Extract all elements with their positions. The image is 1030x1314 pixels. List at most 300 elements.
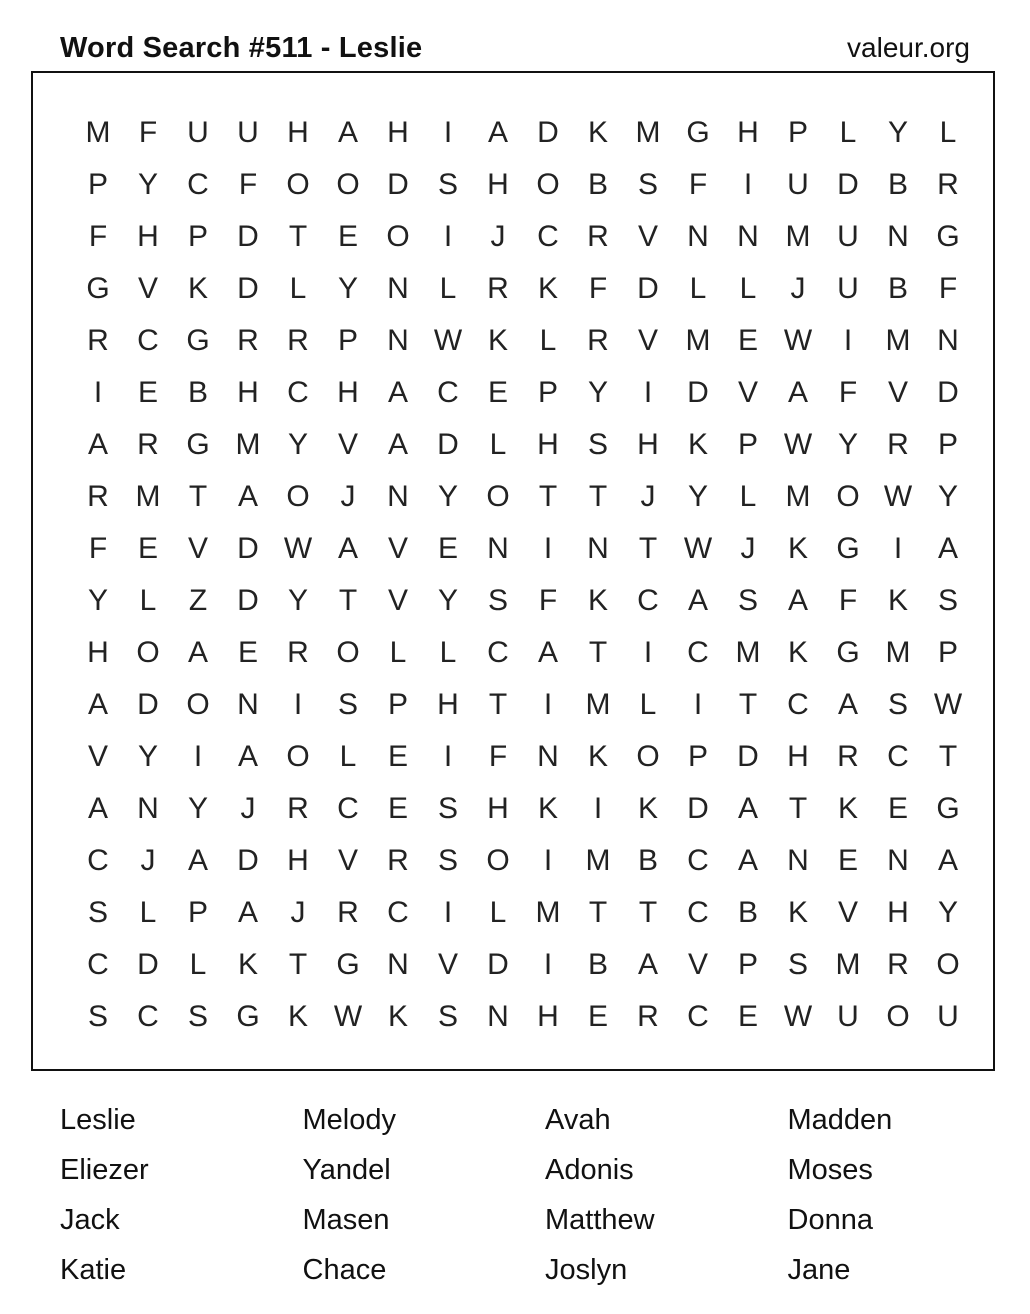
grid-cell[interactable]: P — [187, 896, 208, 929]
grid-cell[interactable]: A — [187, 844, 208, 877]
grid-cell[interactable]: L — [739, 480, 757, 513]
grid-cell[interactable]: P — [787, 116, 808, 149]
grid-cell[interactable]: L — [539, 324, 557, 357]
grid-cell[interactable]: H — [437, 688, 459, 721]
grid-cell[interactable]: N — [787, 844, 809, 877]
grid-cell[interactable]: D — [237, 584, 259, 617]
grid-cell[interactable]: T — [588, 480, 608, 513]
grid-cell[interactable]: U — [837, 220, 859, 253]
grid-cell[interactable]: R — [837, 740, 859, 773]
grid-cell[interactable]: B — [587, 168, 608, 201]
grid-cell[interactable]: Y — [287, 584, 308, 617]
grid-cell[interactable]: S — [87, 896, 108, 929]
grid-cell[interactable]: S — [437, 168, 458, 201]
grid-cell[interactable]: A — [337, 532, 358, 565]
grid-cell[interactable]: Y — [187, 792, 208, 825]
grid-cell[interactable]: F — [238, 168, 258, 201]
grid-cell[interactable]: O — [936, 948, 960, 981]
grid-cell[interactable]: P — [187, 220, 208, 253]
grid-cell[interactable]: N — [887, 844, 909, 877]
grid-cell[interactable]: C — [187, 168, 209, 201]
grid-cell[interactable]: A — [487, 116, 508, 149]
grid-cell[interactable]: C — [637, 584, 659, 617]
grid-cell[interactable]: R — [287, 636, 309, 669]
grid-cell[interactable]: L — [489, 428, 507, 461]
grid-cell[interactable]: G — [936, 792, 960, 825]
grid-cell[interactable]: D — [237, 220, 259, 253]
grid-cell[interactable]: K — [587, 740, 608, 773]
grid-cell[interactable]: A — [337, 116, 358, 149]
grid-cell[interactable]: F — [538, 584, 558, 617]
grid-cell[interactable]: Y — [437, 480, 458, 513]
grid-cell[interactable]: O — [486, 844, 510, 877]
grid-cell[interactable]: M — [235, 428, 261, 461]
grid-cell[interactable]: Y — [287, 428, 308, 461]
grid-cell[interactable]: T — [588, 636, 608, 669]
grid-cell[interactable]: C — [437, 376, 459, 409]
grid-cell[interactable]: A — [87, 688, 108, 721]
grid-cell[interactable]: I — [743, 168, 753, 201]
grid-cell[interactable]: A — [387, 428, 408, 461]
grid-cell[interactable]: I — [443, 740, 453, 773]
grid-cell[interactable]: S — [187, 1000, 208, 1033]
grid-cell[interactable]: M — [85, 116, 111, 149]
grid-cell[interactable]: H — [637, 428, 659, 461]
grid-cell[interactable]: H — [137, 220, 159, 253]
grid-cell[interactable]: G — [186, 428, 210, 461]
grid-cell[interactable]: L — [189, 948, 207, 981]
grid-cell[interactable]: N — [937, 324, 959, 357]
grid-cell[interactable]: K — [237, 948, 258, 981]
grid-cell[interactable]: K — [537, 792, 558, 825]
grid-cell[interactable]: R — [337, 896, 359, 929]
grid-cell[interactable]: R — [87, 324, 109, 357]
grid-cell[interactable]: C — [337, 792, 359, 825]
grid-cell[interactable]: I — [443, 896, 453, 929]
grid-cell[interactable]: P — [87, 168, 108, 201]
grid-cell[interactable]: S — [437, 844, 458, 877]
grid-cell[interactable]: O — [286, 740, 310, 773]
grid-cell[interactable]: N — [387, 948, 409, 981]
grid-cell[interactable]: V — [637, 220, 658, 253]
grid-cell[interactable]: C — [387, 896, 409, 929]
grid-cell[interactable]: Y — [587, 376, 608, 409]
grid-cell[interactable]: L — [439, 272, 457, 305]
grid-cell[interactable]: E — [137, 532, 158, 565]
grid-cell[interactable]: J — [240, 792, 256, 825]
grid-cell[interactable]: T — [538, 480, 558, 513]
grid-cell[interactable]: L — [289, 272, 307, 305]
grid-cell[interactable]: H — [287, 116, 309, 149]
grid-cell[interactable]: P — [737, 428, 758, 461]
grid-cell[interactable]: F — [838, 376, 858, 409]
grid-cell[interactable]: A — [187, 636, 208, 669]
grid-cell[interactable]: S — [87, 1000, 108, 1033]
grid-cell[interactable]: O — [486, 480, 510, 513]
grid-cell[interactable]: S — [437, 1000, 458, 1033]
grid-cell[interactable]: D — [137, 948, 159, 981]
grid-cell[interactable]: H — [287, 844, 309, 877]
grid-cell[interactable]: K — [387, 1000, 408, 1033]
grid-cell[interactable]: I — [843, 324, 853, 357]
grid-cell[interactable]: H — [387, 116, 409, 149]
grid-cell[interactable]: G — [836, 532, 860, 565]
grid-cell[interactable]: I — [893, 532, 903, 565]
grid-cell[interactable]: W — [783, 428, 813, 461]
grid-cell[interactable]: C — [137, 1000, 159, 1033]
grid-cell[interactable]: G — [836, 636, 860, 669]
grid-cell[interactable]: I — [443, 116, 453, 149]
grid-cell[interactable]: L — [439, 636, 457, 669]
grid-cell[interactable]: E — [137, 376, 158, 409]
grid-cell[interactable]: Y — [937, 480, 958, 513]
grid-cell[interactable]: L — [839, 116, 857, 149]
grid-cell[interactable]: I — [193, 740, 203, 773]
grid-cell[interactable]: K — [487, 324, 508, 357]
grid-cell[interactable]: R — [137, 428, 159, 461]
grid-cell[interactable]: V — [337, 844, 358, 877]
grid-cell[interactable]: A — [737, 792, 758, 825]
grid-cell[interactable]: J — [640, 480, 656, 513]
grid-cell[interactable]: G — [236, 1000, 260, 1033]
grid-cell[interactable]: N — [887, 220, 909, 253]
grid-cell[interactable]: D — [237, 272, 259, 305]
grid-cell[interactable]: E — [237, 636, 258, 669]
grid-cell[interactable]: R — [587, 220, 609, 253]
grid-cell[interactable]: U — [937, 1000, 959, 1033]
grid-cell[interactable]: U — [187, 116, 209, 149]
grid-cell[interactable]: C — [537, 220, 559, 253]
grid-cell[interactable]: W — [433, 324, 463, 357]
grid-cell[interactable]: M — [785, 480, 811, 513]
grid-cell[interactable]: P — [737, 948, 758, 981]
grid-cell[interactable]: O — [836, 480, 860, 513]
grid-cell[interactable]: A — [237, 740, 258, 773]
grid-cell[interactable]: S — [937, 584, 958, 617]
grid-cell[interactable]: C — [687, 896, 709, 929]
grid-cell[interactable]: D — [387, 168, 409, 201]
grid-cell[interactable]: C — [87, 844, 109, 877]
grid-cell[interactable]: A — [787, 584, 808, 617]
grid-cell[interactable]: R — [887, 428, 909, 461]
grid-cell[interactable]: K — [837, 792, 858, 825]
grid-cell[interactable]: I — [543, 532, 553, 565]
grid-cell[interactable]: E — [737, 324, 758, 357]
grid-cell[interactable]: P — [337, 324, 358, 357]
grid-cell[interactable]: K — [587, 116, 608, 149]
grid-cell[interactable]: V — [737, 376, 758, 409]
grid-cell[interactable]: G — [336, 948, 360, 981]
grid-cell[interactable]: D — [937, 376, 959, 409]
grid-cell[interactable]: T — [338, 584, 358, 617]
grid-cell[interactable]: W — [333, 1000, 363, 1033]
grid-cell[interactable]: L — [339, 740, 357, 773]
grid-cell[interactable]: O — [286, 168, 310, 201]
grid-cell[interactable]: Y — [687, 480, 708, 513]
grid-cell[interactable]: A — [87, 792, 108, 825]
grid-cell[interactable]: C — [887, 740, 909, 773]
grid-cell[interactable]: C — [137, 324, 159, 357]
grid-cell[interactable]: T — [738, 688, 758, 721]
grid-cell[interactable]: D — [637, 272, 659, 305]
grid-cell[interactable]: G — [936, 220, 960, 253]
grid-cell[interactable]: A — [387, 376, 408, 409]
grid-cell[interactable]: G — [186, 324, 210, 357]
grid-cell[interactable]: I — [643, 376, 653, 409]
grid-cell[interactable]: D — [237, 532, 259, 565]
grid-cell[interactable]: T — [638, 896, 658, 929]
grid-cell[interactable]: A — [787, 376, 808, 409]
grid-cell[interactable]: K — [687, 428, 708, 461]
grid-cell[interactable]: W — [783, 324, 813, 357]
grid-cell[interactable]: O — [886, 1000, 910, 1033]
grid-cell[interactable]: Y — [87, 584, 108, 617]
grid-cell[interactable]: T — [788, 792, 808, 825]
grid-cell[interactable]: B — [637, 844, 658, 877]
grid-cell[interactable]: V — [887, 376, 908, 409]
grid-cell[interactable]: A — [237, 896, 258, 929]
grid-cell[interactable]: R — [887, 948, 909, 981]
grid-cell[interactable]: K — [887, 584, 908, 617]
grid-cell[interactable]: R — [587, 324, 609, 357]
grid-cell[interactable]: J — [490, 220, 506, 253]
grid-cell[interactable]: N — [387, 324, 409, 357]
grid-cell[interactable]: B — [187, 376, 208, 409]
grid-cell[interactable]: H — [537, 428, 559, 461]
grid-cell[interactable]: D — [737, 740, 759, 773]
grid-cell[interactable]: L — [689, 272, 707, 305]
grid-cell[interactable]: S — [587, 428, 608, 461]
grid-cell[interactable]: P — [387, 688, 408, 721]
grid-cell[interactable]: V — [837, 896, 858, 929]
grid-cell[interactable]: I — [593, 792, 603, 825]
grid-cell[interactable]: M — [835, 948, 861, 981]
grid-cell[interactable]: M — [585, 688, 611, 721]
grid-cell[interactable]: M — [785, 220, 811, 253]
grid-cell[interactable]: V — [637, 324, 658, 357]
grid-cell[interactable]: T — [638, 532, 658, 565]
grid-cell[interactable]: K — [637, 792, 658, 825]
grid-cell[interactable]: R — [387, 844, 409, 877]
grid-cell[interactable]: S — [337, 688, 358, 721]
grid-cell[interactable]: F — [488, 740, 508, 773]
grid-cell[interactable]: I — [293, 688, 303, 721]
grid-cell[interactable]: V — [437, 948, 458, 981]
grid-cell[interactable]: E — [887, 792, 908, 825]
grid-cell[interactable]: N — [487, 1000, 509, 1033]
grid-cell[interactable]: B — [887, 272, 908, 305]
grid-cell[interactable]: H — [887, 896, 909, 929]
grid-cell[interactable]: I — [543, 844, 553, 877]
grid-cell[interactable]: A — [937, 844, 958, 877]
grid-cell[interactable]: N — [237, 688, 259, 721]
grid-cell[interactable]: L — [639, 688, 657, 721]
grid-cell[interactable]: T — [288, 220, 308, 253]
grid-cell[interactable]: I — [543, 948, 553, 981]
grid-cell[interactable]: C — [487, 636, 509, 669]
grid-cell[interactable]: H — [337, 376, 359, 409]
grid-cell[interactable]: O — [286, 480, 310, 513]
grid-cell[interactable]: J — [340, 480, 356, 513]
grid-cell[interactable]: O — [186, 688, 210, 721]
grid-cell[interactable]: M — [735, 636, 761, 669]
grid-cell[interactable]: P — [687, 740, 708, 773]
grid-cell[interactable]: R — [87, 480, 109, 513]
grid-cell[interactable]: B — [887, 168, 908, 201]
grid-cell[interactable]: A — [687, 584, 708, 617]
grid-cell[interactable]: A — [737, 844, 758, 877]
grid-cell[interactable]: I — [443, 220, 453, 253]
grid-cell[interactable]: S — [887, 688, 908, 721]
grid-cell[interactable]: N — [387, 480, 409, 513]
grid-cell[interactable]: K — [537, 272, 558, 305]
grid-cell[interactable]: V — [387, 584, 408, 617]
grid-cell[interactable]: L — [489, 896, 507, 929]
grid-cell[interactable]: E — [387, 740, 408, 773]
grid-cell[interactable]: D — [487, 948, 509, 981]
grid-cell[interactable]: Y — [337, 272, 358, 305]
grid-cell[interactable]: I — [643, 636, 653, 669]
grid-cell[interactable]: V — [387, 532, 408, 565]
grid-cell[interactable]: K — [287, 1000, 308, 1033]
grid-cell[interactable]: M — [885, 636, 911, 669]
grid-cell[interactable]: A — [237, 480, 258, 513]
grid-cell[interactable]: D — [687, 376, 709, 409]
grid-cell[interactable]: C — [87, 948, 109, 981]
grid-cell[interactable]: K — [787, 636, 808, 669]
grid-cell[interactable]: O — [386, 220, 410, 253]
grid-cell[interactable]: G — [686, 116, 710, 149]
grid-cell[interactable]: V — [137, 272, 158, 305]
grid-cell[interactable]: J — [140, 844, 156, 877]
grid-cell[interactable]: S — [737, 584, 758, 617]
grid-cell[interactable]: T — [938, 740, 958, 773]
grid-cell[interactable]: C — [687, 636, 709, 669]
grid-cell[interactable]: P — [537, 376, 558, 409]
grid-cell[interactable]: H — [737, 116, 759, 149]
grid-cell[interactable]: O — [536, 168, 560, 201]
grid-cell[interactable]: R — [287, 792, 309, 825]
grid-cell[interactable]: H — [237, 376, 259, 409]
grid-cell[interactable]: F — [588, 272, 608, 305]
grid-cell[interactable]: W — [783, 1000, 813, 1033]
grid-cell[interactable]: I — [543, 688, 553, 721]
grid-cell[interactable]: U — [237, 116, 259, 149]
grid-cell[interactable]: Z — [188, 584, 208, 617]
grid-cell[interactable]: V — [687, 948, 708, 981]
grid-cell[interactable]: U — [787, 168, 809, 201]
grid-cell[interactable]: C — [687, 1000, 709, 1033]
grid-cell[interactable]: J — [790, 272, 806, 305]
grid-cell[interactable]: I — [93, 376, 103, 409]
grid-cell[interactable]: M — [585, 844, 611, 877]
grid-cell[interactable]: L — [939, 116, 957, 149]
grid-cell[interactable]: S — [437, 792, 458, 825]
grid-cell[interactable]: C — [687, 844, 709, 877]
grid-cell[interactable]: S — [637, 168, 658, 201]
grid-cell[interactable]: H — [537, 1000, 559, 1033]
grid-cell[interactable]: C — [787, 688, 809, 721]
grid-cell[interactable]: F — [88, 532, 108, 565]
grid-cell[interactable]: P — [937, 428, 958, 461]
grid-cell[interactable]: F — [938, 272, 958, 305]
grid-cell[interactable]: J — [290, 896, 306, 929]
grid-cell[interactable]: N — [487, 532, 509, 565]
grid-cell[interactable]: L — [139, 584, 157, 617]
grid-cell[interactable]: Y — [937, 896, 958, 929]
grid-cell[interactable]: N — [387, 272, 409, 305]
grid-cell[interactable]: F — [88, 220, 108, 253]
grid-cell[interactable]: A — [837, 688, 858, 721]
grid-cell[interactable]: V — [337, 428, 358, 461]
grid-cell[interactable]: B — [587, 948, 608, 981]
grid-cell[interactable]: D — [687, 792, 709, 825]
grid-cell[interactable]: N — [137, 792, 159, 825]
grid-cell[interactable]: V — [187, 532, 208, 565]
grid-cell[interactable]: T — [288, 948, 308, 981]
grid-cell[interactable]: D — [237, 844, 259, 877]
grid-cell[interactable]: M — [635, 116, 661, 149]
grid-cell[interactable]: T — [188, 480, 208, 513]
grid-cell[interactable]: L — [389, 636, 407, 669]
grid-cell[interactable]: Y — [837, 428, 858, 461]
grid-cell[interactable]: W — [883, 480, 913, 513]
grid-cell[interactable]: U — [837, 272, 859, 305]
grid-cell[interactable]: O — [336, 636, 360, 669]
grid-cell[interactable]: D — [837, 168, 859, 201]
grid-cell[interactable]: J — [740, 532, 756, 565]
grid-cell[interactable]: V — [87, 740, 108, 773]
grid-cell[interactable]: Y — [437, 584, 458, 617]
grid-cell[interactable]: M — [685, 324, 711, 357]
grid-cell[interactable]: E — [387, 792, 408, 825]
grid-cell[interactable]: I — [693, 688, 703, 721]
grid-cell[interactable]: O — [636, 740, 660, 773]
grid-cell[interactable]: R — [287, 324, 309, 357]
grid-cell[interactable]: H — [487, 792, 509, 825]
grid-cell[interactable]: U — [837, 1000, 859, 1033]
grid-cell[interactable]: T — [488, 688, 508, 721]
grid-cell[interactable]: R — [937, 168, 959, 201]
grid-cell[interactable]: F — [688, 168, 708, 201]
grid-cell[interactable]: S — [487, 584, 508, 617]
grid-cell[interactable]: N — [737, 220, 759, 253]
grid-cell[interactable]: G — [86, 272, 110, 305]
grid-cell[interactable]: A — [637, 948, 658, 981]
grid-cell[interactable]: T — [588, 896, 608, 929]
grid-cell[interactable]: F — [838, 584, 858, 617]
grid-cell[interactable]: C — [287, 376, 309, 409]
grid-cell[interactable]: M — [885, 324, 911, 357]
grid-cell[interactable]: E — [587, 1000, 608, 1033]
grid-cell[interactable]: E — [837, 844, 858, 877]
grid-cell[interactable]: F — [138, 116, 158, 149]
grid-cell[interactable]: R — [487, 272, 509, 305]
grid-cell[interactable]: D — [537, 116, 559, 149]
grid-cell[interactable]: P — [937, 636, 958, 669]
grid-cell[interactable]: R — [237, 324, 259, 357]
grid-cell[interactable]: H — [87, 636, 109, 669]
grid-cell[interactable]: O — [336, 168, 360, 201]
grid-cell[interactable]: N — [537, 740, 559, 773]
grid-cell[interactable]: K — [787, 532, 808, 565]
grid-cell[interactable]: D — [437, 428, 459, 461]
grid-cell[interactable]: K — [587, 584, 608, 617]
grid-cell[interactable]: E — [337, 220, 358, 253]
grid-cell[interactable]: A — [87, 428, 108, 461]
grid-cell[interactable]: M — [535, 896, 561, 929]
grid-cell[interactable]: N — [687, 220, 709, 253]
